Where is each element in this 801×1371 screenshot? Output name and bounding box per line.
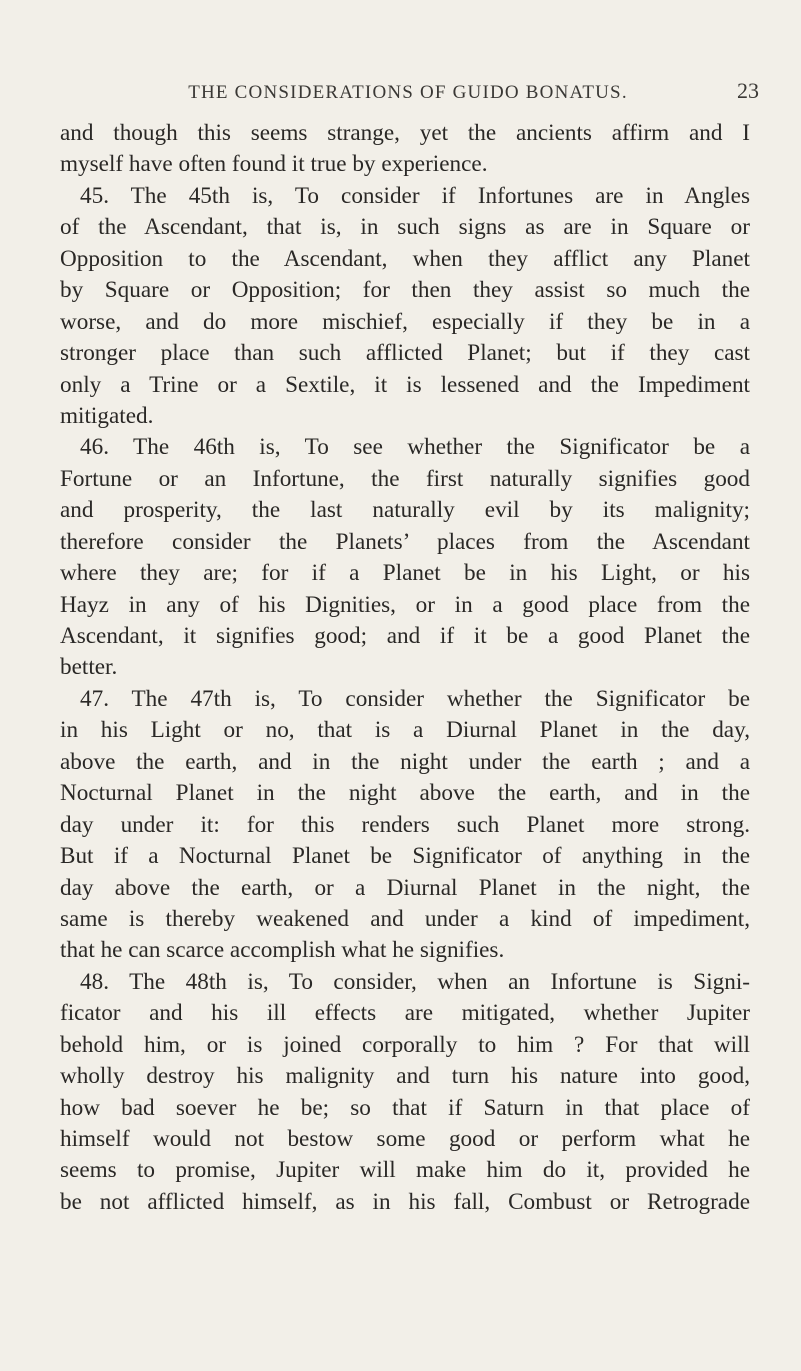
- text-line: how bad soever he be; so that if Saturn in that place of: [60, 1094, 750, 1121]
- text-line: only a Trine or a Sextile, it is lessened and the Impediment: [60, 371, 750, 398]
- text-line: Opposition to the Ascendant, when they afflict any Planet: [60, 245, 750, 272]
- text-line: Nocturnal Planet in the night above the earth, and in the: [60, 780, 750, 807]
- text-line: myself have often found it true by experience.: [60, 151, 488, 178]
- text-line: 48. The 48th is, To consider, when an Infortune is Signi-: [80, 968, 750, 995]
- text-line: of the Ascendant, that is, in such signs as are in Square or: [60, 214, 750, 241]
- text-line: wholly destroy his malignity and turn his nature into good,: [60, 1063, 750, 1090]
- text-line: and prosperity, the last naturally evil by its malignity;: [60, 497, 750, 524]
- text-line: 46. The 46th is, To see whether the Significator be a: [80, 434, 750, 461]
- text-line: seems to promise, Jupiter will make him do it, provided he: [60, 1157, 750, 1184]
- text-line: better.: [60, 654, 118, 681]
- text-line: Fortune or an Infortune, the first naturally signifies good: [60, 465, 750, 492]
- page-number: 23: [737, 78, 759, 103]
- text-line: worse, and do more mischief, especially if they be in a: [60, 308, 750, 335]
- body-text: [60, 118, 750, 1218]
- text-line: that he can scarce accomplish what he signifies.: [60, 937, 505, 964]
- text-line: be not afflicted himself, as in his fall, Combust or Retrograde: [60, 1188, 750, 1215]
- text-line: in his Light or no, that is a Diurnal Planet in the day,: [60, 717, 750, 744]
- text-line: where they are; for if a Planet be in his Light, or his: [60, 560, 750, 587]
- text-line: ficator and his ill effects are mitigated, whether Jupiter: [60, 1000, 750, 1027]
- text-line: above the earth, and in the night under the earth ; and a: [60, 748, 750, 775]
- running-head-title: THE CONSIDERATIONS OF GUIDO BONATUS.: [188, 82, 628, 103]
- text-line: mitigated.: [60, 402, 154, 429]
- text-line: 45. The 45th is, To consider if Infortunes are in Angles: [80, 182, 750, 209]
- text-line: day under it: for this renders such Planet more strong.: [60, 811, 750, 838]
- text-line: Ascendant, it signifies good; and if it be a good Planet the: [60, 623, 750, 649]
- text-line: stronger place than such afflicted Planet; but if they cast: [60, 340, 750, 367]
- text-line: therefore consider the Planets’ places from the Ascendant: [60, 528, 750, 555]
- text-line: 47. The 47th is, To consider whether the Significator be: [80, 685, 750, 712]
- text-line: by Square or Opposition; for then they assist so much the: [60, 277, 750, 304]
- text-line: same is thereby weakened and under a kind of impediment,: [60, 905, 750, 932]
- text-line: and though this seems strange, yet the ancients affirm and I: [60, 120, 750, 146]
- text-line: day above the earth, or a Diurnal Planet in the night, the: [60, 874, 750, 901]
- text-line: himself would not bestow some good or perform what he: [60, 1126, 750, 1152]
- text-line: But if a Nocturnal Planet be Significator of anything in the: [60, 843, 750, 870]
- text-line: behold him, or is joined corporally to him ? For that will: [60, 1031, 750, 1058]
- text-line: Hayz in any of his Dignities, or in a good place from the: [60, 591, 750, 618]
